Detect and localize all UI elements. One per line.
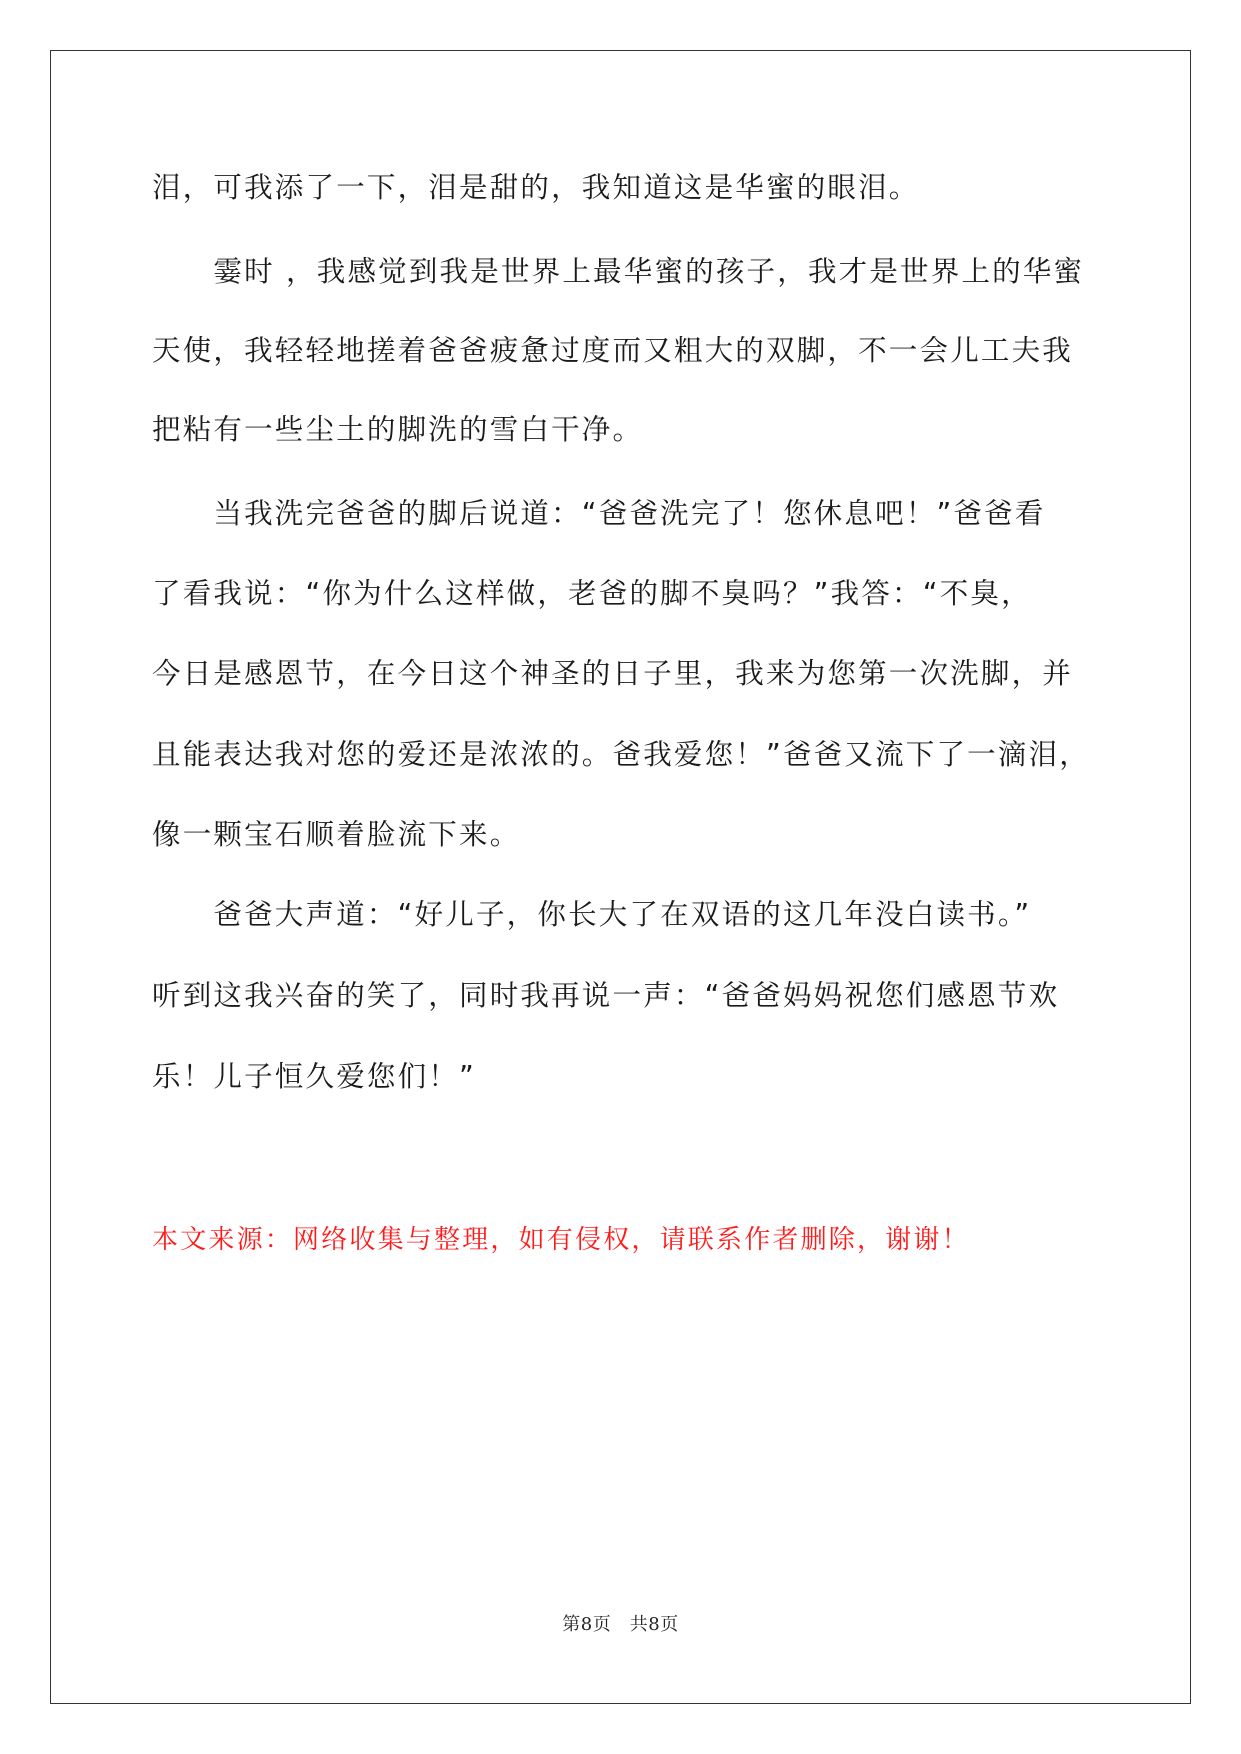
body-text-line: 泪，可我添了一下，泪是甜的，我知道这是华蜜的眼泪。 — [152, 171, 920, 204]
body-text-line: 爸爸大声道：“好儿子，你长大了在双语的这几年没白读书。” — [152, 898, 1032, 931]
body-text-line: 乐！儿子恒久爱您们！” — [152, 1060, 476, 1093]
page-border — [50, 50, 1191, 1704]
source-note: 本文来源：网络收集与整理，如有侵权，请联系作者删除，谢谢！ — [152, 1225, 970, 1255]
body-text-line: 像一颗宝石顺着脸流下来。 — [152, 818, 521, 851]
body-text-line: 听到这我兴奋的笑了，同时我再说一声：“爸爸妈妈祝您们感恩节欢 — [152, 979, 1060, 1012]
body-text-line: 天使，我轻轻地搓着爸爸疲惫过度而又粗大的双脚，不一会儿工夫我 — [152, 334, 1074, 367]
body-text-line: 霎时 ，我感觉到我是世界上最华蜜的孩子，我才是世界上的华蜜 — [152, 255, 1085, 288]
body-text-line: 今日是感恩节，在今日这个神圣的日子里，我来为您第一次洗脚，并 — [152, 657, 1074, 690]
body-text-line: 且能表达我对您的爱还是浓浓的。爸我爱您！”爸爸又流下了一滴泪， — [152, 738, 1090, 771]
body-text-line: 了看我说：“你为什么这样做，老爸的脚不臭吗？”我答：“不臭， — [152, 577, 1032, 610]
body-text-line: 当我洗完爸爸的脚后说道：“爸爸洗完了！您休息吧！”爸爸看 — [152, 497, 1046, 530]
page-footer: 第8页 共8页 — [562, 1614, 679, 1635]
body-text-line: 把粘有一些尘土的脚洗的雪白干净。 — [152, 413, 644, 446]
